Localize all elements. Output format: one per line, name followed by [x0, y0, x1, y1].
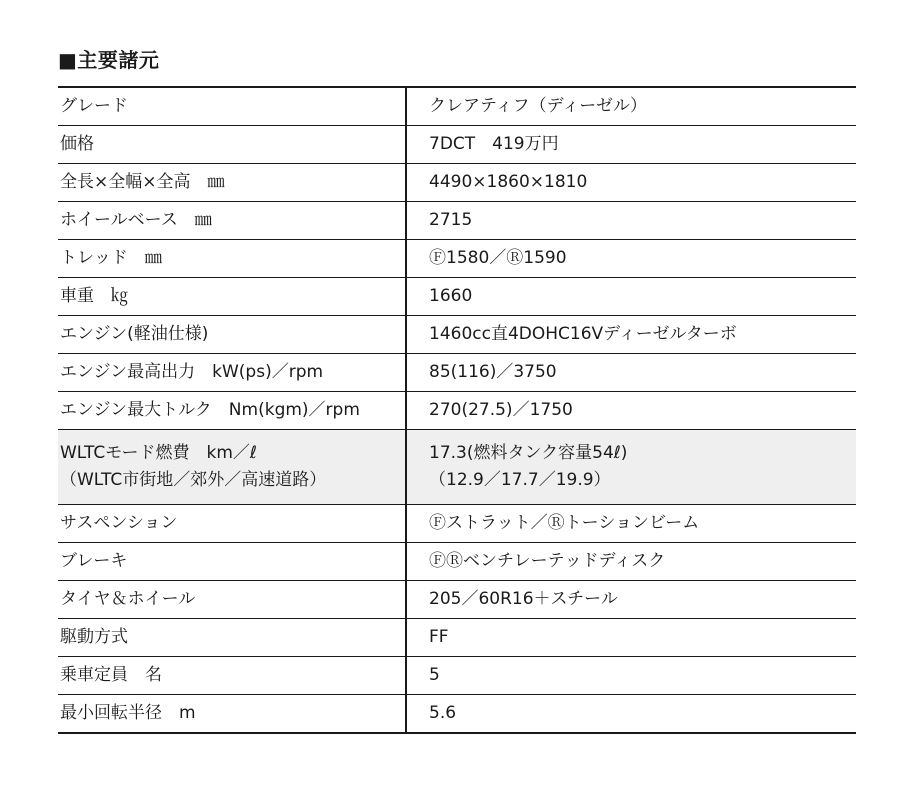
row-label-max-torque: エンジン最大トルク Nm(kgm)／rpm: [58, 392, 406, 430]
table-row: [58, 392, 856, 430]
spec-table: [58, 86, 856, 734]
row-label-drive: 駆動方式: [58, 619, 406, 657]
row-label-suspension: サスペンション: [58, 505, 406, 543]
row-label-capacity: 乗車定員 名: [58, 657, 406, 695]
row-value-tread: Ⓕ1580／Ⓡ1590: [406, 240, 856, 278]
table-row: [58, 695, 856, 734]
table-row: [58, 126, 856, 164]
table-row: [58, 164, 856, 202]
row-label-dimensions: 全長×全幅×全高 ㎜: [58, 164, 406, 202]
table-row: [58, 87, 856, 126]
row-label-engine: エンジン(軽油仕様): [58, 316, 406, 354]
row-label-grade: グレード: [58, 87, 406, 126]
row-label-turning-radius: 最小回転半径 m: [58, 695, 406, 734]
table-row: [58, 202, 856, 240]
table-row: [58, 430, 856, 505]
row-value-wheelbase: 2715: [406, 202, 856, 240]
row-label-max-power: エンジン最高出力 kW(ps)／rpm: [58, 354, 406, 392]
row-value-fuel-economy-line1: 17.3(燃料タンク容量54ℓ): [429, 443, 628, 463]
row-value-max-torque: 270(27.5)／1750: [406, 392, 856, 430]
row-value-max-power: 85(116)／3750: [406, 354, 856, 392]
row-label-brakes: ブレーキ: [58, 543, 406, 581]
table-row: [58, 278, 856, 316]
row-value-brakes: ⒻⓇベンチレーテッドディスク: [406, 543, 856, 581]
row-label-fuel-economy-line2: （WLTC市街地／郊外／高速道路）: [60, 470, 327, 490]
row-value-weight: 1660: [406, 278, 856, 316]
row-value-engine: 1460cc直4DOHC16Vディーゼルターボ: [406, 316, 856, 354]
row-value-grade: クレアティフ（ディーゼル）: [406, 87, 856, 126]
table-row: [58, 581, 856, 619]
row-label-fuel-economy: [58, 430, 406, 505]
row-value-capacity: 5: [406, 657, 856, 695]
row-value-fuel-economy: [406, 430, 856, 505]
row-value-tires: 205／60R16＋スチール: [406, 581, 856, 619]
table-row: [58, 316, 856, 354]
row-label-price: 価格: [58, 126, 406, 164]
table-row: [58, 240, 856, 278]
row-label-weight: 車重 ㎏: [58, 278, 406, 316]
table-row: [58, 543, 856, 581]
table-row: [58, 657, 856, 695]
row-label-wheelbase: ホイールベース ㎜: [58, 202, 406, 240]
row-label-fuel-economy-line1: WLTCモード燃費 km／ℓ: [60, 443, 257, 463]
table-row: [58, 505, 856, 543]
row-value-dimensions: 4490×1860×1810: [406, 164, 856, 202]
row-value-turning-radius: 5.6: [429, 703, 457, 723]
row-value-drive: FF: [406, 619, 856, 657]
page-title: ■主要諸元: [58, 48, 160, 72]
table-row: [58, 619, 856, 657]
row-value-fuel-economy-line2: （12.9／17.7／19.9）: [429, 470, 611, 490]
row-label-tread: トレッド ㎜: [58, 240, 406, 278]
table-row: [58, 354, 856, 392]
row-value-suspension: Ⓕストラット／Ⓡトーションビーム: [406, 505, 856, 543]
row-label-tires: タイヤ＆ホイール: [58, 581, 406, 619]
row-value-price: 7DCT 419万円: [406, 126, 856, 164]
